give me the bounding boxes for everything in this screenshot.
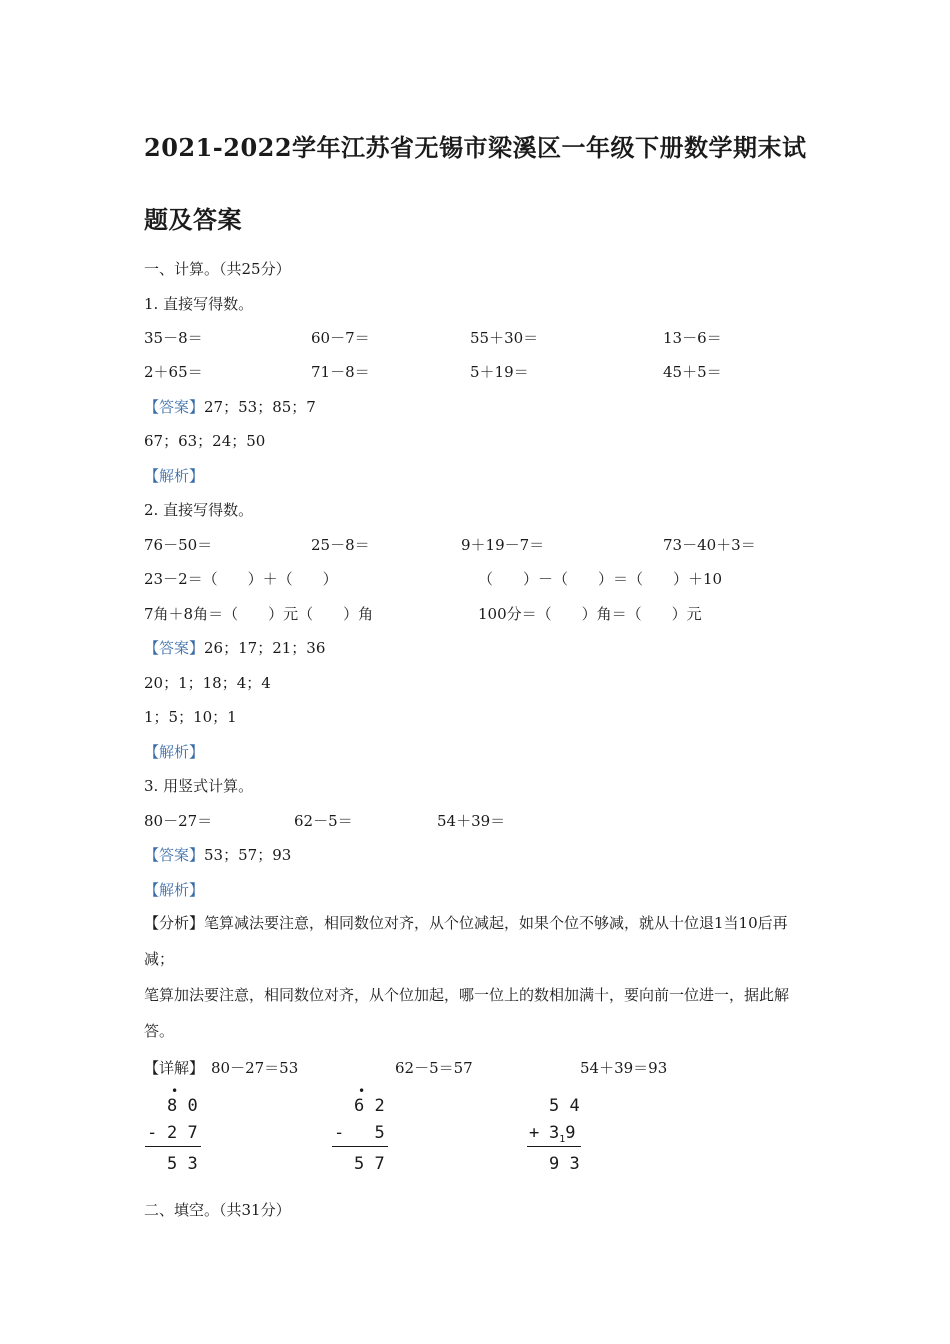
answer-text: 1；5；10；1 (144, 708, 237, 726)
result-line (332, 1146, 388, 1147)
problem: 100分＝（ ）角＝（ ）元 (478, 605, 702, 623)
problem: 35－8＝ (144, 329, 203, 347)
problem: 62－5＝ (294, 812, 353, 830)
problem: 7角＋8角＝（ ）元（ ）角 (144, 605, 374, 623)
answer-text: 26；17；21；36 (204, 639, 326, 657)
question-label: 3. 用竖式计算。 (144, 777, 254, 795)
vertical-operator: - (147, 1123, 158, 1143)
vertical-operator: + (529, 1123, 540, 1143)
problem: 13－6＝ (663, 329, 722, 347)
section-heading: 二、填空。（共31分） (144, 1201, 291, 1219)
problem: 73－40＋3＝ (663, 536, 756, 554)
vertical-result: 9 3 (549, 1154, 580, 1174)
operand-ones: 9 (565, 1123, 576, 1143)
vertical-top: 5 4 (549, 1096, 580, 1116)
answer-tag: 【答案】 (144, 639, 205, 657)
problem: 54＋39＝ (437, 812, 506, 830)
borrow-dot: • (171, 1084, 179, 1098)
problem: （ ）－（ ）＝（ ）＋10 (478, 570, 723, 588)
result-line (145, 1146, 201, 1147)
answer-text: 67；63；24；50 (144, 432, 266, 450)
vertical-result: 5 7 (354, 1154, 385, 1174)
detail-equation: 54＋39＝93 (580, 1059, 668, 1077)
detail-tag: 【详解】 (144, 1059, 205, 1077)
vertical-operand (549, 1123, 576, 1146)
question-label: 1. 直接写得数。 (144, 295, 254, 313)
problem: 2＋65＝ (144, 363, 203, 381)
analysis-paragraph: 笔算加法要注意，相同数位对齐，从个位加起，哪一位上的数相加满十，要向前一位进一，据此解答。 (144, 986, 790, 1040)
answer-line (144, 397, 316, 417)
answer-tag: 【答案】 (144, 846, 205, 864)
detail-equation: 80－27＝53 (211, 1059, 299, 1077)
problem: 60－7＝ (311, 329, 370, 347)
vertical-result: 5 3 (167, 1154, 198, 1174)
vertical-operand: 5 (354, 1123, 385, 1143)
analysis-tag: 【解析】 (144, 467, 205, 485)
answer-text: 27；53；85；7 (204, 398, 316, 416)
vertical-operand: 2 7 (167, 1123, 198, 1143)
vertical-top: 6 2 (354, 1096, 385, 1116)
result-line (527, 1146, 581, 1147)
analysis-tag: 【解析】 (144, 881, 205, 899)
question-label: 2. 直接写得数。 (144, 501, 254, 519)
answer-text: 20；1；18；4；4 (144, 674, 271, 692)
vertical-operator: - (334, 1123, 345, 1143)
problem: 80－27＝ (144, 812, 213, 830)
answer-text: 53；57；93 (204, 846, 292, 864)
page-title-continued: 题及答案 (144, 205, 242, 234)
operand-tens: 3 (549, 1123, 560, 1143)
problem: 55＋30＝ (470, 329, 539, 347)
problem: 9＋19－7＝ (461, 536, 545, 554)
analysis-paragraph: 【分析】笔算减法要注意，相同数位对齐，从个位减起，如果个位不够减，就从十位退1当10后再减； (144, 914, 788, 968)
section-heading: 一、计算。（共25分） (144, 260, 291, 278)
borrow-dot: • (358, 1084, 366, 1098)
analysis-tag: 【解析】 (144, 743, 205, 761)
problem: 71－8＝ (311, 363, 370, 381)
answer-line (144, 638, 325, 658)
problem: 76－50＝ (144, 536, 213, 554)
answer-line (144, 845, 291, 865)
problem: 23－2＝（ ）＋（ ） (144, 570, 338, 588)
problem: 25－8＝ (311, 536, 370, 554)
page-title: 2021-2022学年江苏省无锡市梁溪区一年级下册数学期末试 (144, 133, 807, 162)
vertical-top: 8 0 (167, 1096, 198, 1116)
problem: 45＋5＝ (663, 363, 722, 381)
answer-tag: 【答案】 (144, 398, 205, 416)
carry-digit: 1 (559, 1134, 566, 1145)
problem: 5＋19＝ (470, 363, 529, 381)
detail-equation: 62－5＝57 (395, 1059, 473, 1077)
